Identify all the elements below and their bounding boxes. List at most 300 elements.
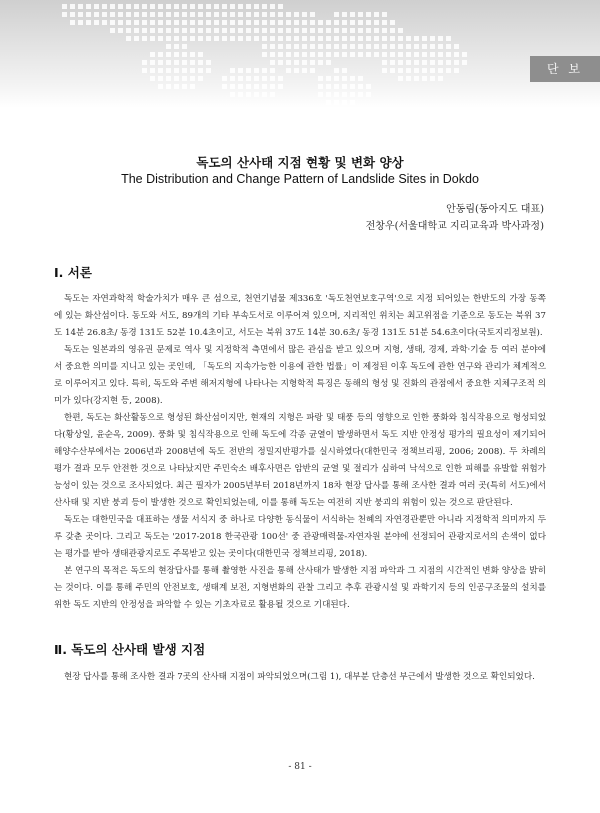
- map-dot: [422, 44, 427, 49]
- map-dot: [158, 36, 163, 41]
- map-dot: [222, 20, 227, 25]
- map-dot: [78, 20, 83, 25]
- map-dot: [238, 76, 243, 81]
- map-dot: [302, 36, 307, 41]
- map-dot: [158, 76, 163, 81]
- map-dot: [278, 44, 283, 49]
- map-dot: [318, 60, 323, 65]
- map-dot: [294, 60, 299, 65]
- map-dot: [286, 12, 291, 17]
- map-dot: [230, 12, 235, 17]
- map-dot: [94, 20, 99, 25]
- map-dot: [358, 84, 363, 89]
- map-dot: [358, 52, 363, 57]
- map-dot: [166, 36, 171, 41]
- map-dot: [310, 28, 315, 33]
- map-dot: [150, 12, 155, 17]
- map-dot: [270, 76, 275, 81]
- map-dot: [422, 52, 427, 57]
- map-dot: [294, 36, 299, 41]
- map-dot: [230, 76, 235, 81]
- map-dot: [174, 12, 179, 17]
- map-dot: [286, 36, 291, 41]
- map-dot: [414, 68, 419, 73]
- map-dot: [270, 92, 275, 97]
- map-dot: [270, 60, 275, 65]
- map-dot: [326, 20, 331, 25]
- map-dot: [438, 68, 443, 73]
- paragraph: 독도는 일본과의 영유권 문제로 역사 및 지정학적 측면에서 많은 관심을 받고 있으며 지형, 생태, 경제, 과학·기술 등 여러 분야에서 중요한 의미를 지니고 있는 곳인데, 「독도의 지속가능한 이용에 관한 법률」이 제정된 이후 독도에 관한 연구와 관리가 체계적으로 이루어지고 있다. 특히, 독도와 주변 해저지형에 나타나는 지형학적 특징은 동해의 형성 및 진화의 관점에서 중요한 지체구조적 의미가 있다(강지현 등, 2008).: [54, 345, 546, 406]
- map-dot: [302, 60, 307, 65]
- section-tag: 단 보: [530, 56, 600, 82]
- map-dot: [414, 60, 419, 65]
- map-dot: [382, 36, 387, 41]
- map-dot: [270, 28, 275, 33]
- map-dot: [398, 44, 403, 49]
- map-dot: [310, 20, 315, 25]
- map-dot: [350, 20, 355, 25]
- map-dot: [350, 52, 355, 57]
- map-dot: [286, 44, 291, 49]
- map-dot: [398, 28, 403, 33]
- map-dot: [222, 12, 227, 17]
- map-dot: [254, 76, 259, 81]
- map-dot: [142, 4, 147, 9]
- map-dot: [174, 20, 179, 25]
- map-dot: [150, 36, 155, 41]
- map-dot: [198, 60, 203, 65]
- map-dot: [182, 12, 187, 17]
- paragraph: 독도는 자연과학적 학술가치가 매우 큰 섬으로, 천연기념물 제336호 '독도천연보호구역'으로 지정 되어있는 한반도의 가장 동쪽에 있는 화산섬이다. 동도와 서도, 89개의 기타 부속도서로 이루어져 있으며, 지리적인 위치는 최고위점을 기준으로 동도는 북위 37도 14분 26.8초/ 동경 131도 52분 10.4초이고, 서도는 북위 37도 14분 30.6초/ 동경 131도 51분 54.6초이다(국토지리정보원).: [54, 294, 546, 338]
- map-dot: [238, 12, 243, 17]
- map-dot: [262, 84, 267, 89]
- map-dot: [342, 68, 347, 73]
- map-dot: [230, 20, 235, 25]
- map-dot: [134, 20, 139, 25]
- map-dot: [246, 20, 251, 25]
- map-dot: [366, 28, 371, 33]
- map-dot: [70, 4, 75, 9]
- map-dot: [334, 20, 339, 25]
- map-dot: [270, 12, 275, 17]
- map-dot: [174, 28, 179, 33]
- map-dot: [206, 4, 211, 9]
- map-dot: [358, 92, 363, 97]
- map-dot: [198, 20, 203, 25]
- map-dot: [318, 44, 323, 49]
- map-dot: [118, 4, 123, 9]
- map-dot: [262, 4, 267, 9]
- map-dot: [246, 76, 251, 81]
- map-dot: [70, 12, 75, 17]
- map-dot: [166, 12, 171, 17]
- map-dot: [238, 84, 243, 89]
- map-dot: [230, 36, 235, 41]
- map-dot: [126, 12, 131, 17]
- map-dot: [182, 76, 187, 81]
- map-dot: [302, 52, 307, 57]
- map-dot: [350, 44, 355, 49]
- map-dot: [118, 28, 123, 33]
- map-dot: [134, 12, 139, 17]
- map-dot: [182, 68, 187, 73]
- map-dot: [358, 36, 363, 41]
- map-dot: [102, 4, 107, 9]
- page-number: - 81 -: [288, 762, 312, 772]
- map-dot: [318, 84, 323, 89]
- map-dot: [422, 76, 427, 81]
- map-dot: [190, 76, 195, 81]
- map-dot: [246, 84, 251, 89]
- map-dot: [430, 76, 435, 81]
- map-dot: [454, 52, 459, 57]
- map-dot: [278, 28, 283, 33]
- map-dot: [406, 44, 411, 49]
- map-dot: [350, 92, 355, 97]
- map-dot: [142, 68, 147, 73]
- map-dot: [262, 12, 267, 17]
- map-dot: [238, 28, 243, 33]
- map-dot: [430, 68, 435, 73]
- map-dot: [318, 28, 323, 33]
- map-dot: [278, 84, 283, 89]
- map-dot: [94, 12, 99, 17]
- map-dot: [454, 44, 459, 49]
- map-dot: [102, 20, 107, 25]
- map-dot: [350, 100, 355, 105]
- map-dot: [262, 76, 267, 81]
- author-1: 안동림(동아지도 대표): [446, 204, 544, 215]
- map-dot: [174, 36, 179, 41]
- map-dot: [126, 20, 131, 25]
- map-dot: [190, 28, 195, 33]
- map-dot: [350, 36, 355, 41]
- map-dot: [374, 36, 379, 41]
- map-dot: [294, 12, 299, 17]
- map-dot: [358, 12, 363, 17]
- map-dot: [446, 44, 451, 49]
- map-dot: [150, 68, 155, 73]
- map-dot: [390, 52, 395, 57]
- map-dot: [254, 68, 259, 73]
- map-dot: [318, 52, 323, 57]
- map-dot: [158, 60, 163, 65]
- map-dot: [286, 68, 291, 73]
- map-dot: [318, 20, 323, 25]
- map-dot: [334, 68, 339, 73]
- map-dot: [254, 20, 259, 25]
- map-dot: [302, 12, 307, 17]
- map-dot: [350, 76, 355, 81]
- map-dot: [438, 44, 443, 49]
- map-dot: [262, 44, 267, 49]
- map-dot: [182, 28, 187, 33]
- map-dot: [206, 12, 211, 17]
- map-dot: [294, 52, 299, 57]
- map-dot: [86, 12, 91, 17]
- map-dot: [134, 4, 139, 9]
- map-dot: [342, 92, 347, 97]
- map-dot: [166, 28, 171, 33]
- map-dot: [190, 68, 195, 73]
- map-dot: [390, 28, 395, 33]
- map-dot: [206, 28, 211, 33]
- section-heading-landslide-sites: Ⅱ. 독도의 산사태 발생 지점: [54, 642, 206, 657]
- map-dot: [222, 4, 227, 9]
- map-dot: [174, 84, 179, 89]
- map-dot: [406, 36, 411, 41]
- map-dot: [366, 92, 371, 97]
- map-dot: [430, 52, 435, 57]
- map-dot: [406, 76, 411, 81]
- map-dot: [366, 36, 371, 41]
- map-dot: [446, 68, 451, 73]
- map-dot: [134, 28, 139, 33]
- map-dot: [238, 20, 243, 25]
- map-dot: [166, 20, 171, 25]
- map-dot: [214, 36, 219, 41]
- map-dot: [326, 52, 331, 57]
- map-dot: [198, 68, 203, 73]
- map-dot: [366, 44, 371, 49]
- map-dot: [150, 60, 155, 65]
- map-dot: [270, 68, 275, 73]
- map-dot: [110, 12, 115, 17]
- map-dot: [230, 92, 235, 97]
- map-dot: [390, 60, 395, 65]
- title-korean: 독도의 산사태 지점 현황 및 변화 양상: [196, 155, 404, 170]
- map-dot: [310, 60, 315, 65]
- map-dot: [342, 44, 347, 49]
- map-dot: [326, 36, 331, 41]
- map-dot: [262, 36, 267, 41]
- map-dot: [382, 52, 387, 57]
- map-dot: [110, 28, 115, 33]
- map-dot: [326, 100, 331, 105]
- map-dot: [238, 4, 243, 9]
- map-dot: [318, 92, 323, 97]
- map-dot: [446, 60, 451, 65]
- map-dot: [190, 12, 195, 17]
- map-dot: [142, 28, 147, 33]
- map-dot: [342, 52, 347, 57]
- map-dot: [334, 92, 339, 97]
- map-dot: [150, 52, 155, 57]
- map-dot: [278, 52, 283, 57]
- map-dot: [430, 36, 435, 41]
- map-dot: [118, 20, 123, 25]
- map-dot: [422, 60, 427, 65]
- map-dot: [174, 68, 179, 73]
- map-dot: [158, 4, 163, 9]
- map-dot: [206, 36, 211, 41]
- map-dot: [406, 52, 411, 57]
- map-dot: [254, 4, 259, 9]
- map-dot: [134, 36, 139, 41]
- map-dot: [350, 12, 355, 17]
- map-dot: [198, 76, 203, 81]
- map-dot: [342, 100, 347, 105]
- map-dot: [302, 28, 307, 33]
- map-dot: [286, 20, 291, 25]
- map-dot: [286, 52, 291, 57]
- map-dot: [190, 52, 195, 57]
- map-dot: [238, 36, 243, 41]
- map-dot: [438, 76, 443, 81]
- map-dot: [86, 20, 91, 25]
- map-dot: [198, 52, 203, 57]
- title-english: The Distribution and Change Pattern of Landslide Sites in Dokdo: [121, 172, 479, 186]
- map-dot: [398, 76, 403, 81]
- map-dot: [326, 44, 331, 49]
- map-dot: [406, 60, 411, 65]
- map-dot: [158, 52, 163, 57]
- map-dot: [214, 4, 219, 9]
- map-dot: [270, 44, 275, 49]
- map-dot: [278, 12, 283, 17]
- map-dot: [318, 36, 323, 41]
- map-dot: [294, 44, 299, 49]
- map-dot: [358, 76, 363, 81]
- map-dot: [358, 28, 363, 33]
- map-dot: [286, 28, 291, 33]
- map-dot: [454, 60, 459, 65]
- map-dot: [270, 4, 275, 9]
- map-dot: [214, 28, 219, 33]
- map-dot: [382, 12, 387, 17]
- map-dot: [326, 60, 331, 65]
- map-dot: [182, 52, 187, 57]
- map-dot: [310, 44, 315, 49]
- decorative-dot-map: [0, 0, 600, 108]
- map-dot: [406, 68, 411, 73]
- map-dot: [254, 92, 259, 97]
- map-dot: [174, 60, 179, 65]
- map-dot: [222, 36, 227, 41]
- map-dot: [190, 20, 195, 25]
- map-dot: [398, 52, 403, 57]
- map-dot: [270, 52, 275, 57]
- map-dot: [414, 36, 419, 41]
- map-dot: [182, 60, 187, 65]
- map-dot: [342, 76, 347, 81]
- map-dot: [302, 68, 307, 73]
- map-dot: [158, 28, 163, 33]
- map-dot: [198, 4, 203, 9]
- map-dot: [342, 84, 347, 89]
- map-dot: [142, 36, 147, 41]
- map-dot: [334, 12, 339, 17]
- map-dot: [78, 12, 83, 17]
- map-dot: [206, 20, 211, 25]
- map-dot: [350, 28, 355, 33]
- map-dot: [414, 76, 419, 81]
- map-dot: [190, 60, 195, 65]
- map-dot: [190, 84, 195, 89]
- map-dot: [198, 28, 203, 33]
- map-dot: [222, 84, 227, 89]
- map-dot: [374, 28, 379, 33]
- map-dot: [190, 4, 195, 9]
- map-dot: [366, 20, 371, 25]
- map-dot: [166, 68, 171, 73]
- map-dot: [254, 84, 259, 89]
- map-dot: [342, 20, 347, 25]
- map-dot: [174, 44, 179, 49]
- map-dot: [278, 60, 283, 65]
- map-dot: [382, 60, 387, 65]
- map-dot: [230, 4, 235, 9]
- map-dot: [326, 92, 331, 97]
- map-dot: [342, 36, 347, 41]
- map-dot: [398, 60, 403, 65]
- map-dot: [390, 36, 395, 41]
- map-dot: [278, 20, 283, 25]
- map-dot: [382, 44, 387, 49]
- map-dot: [342, 28, 347, 33]
- map-dot: [174, 76, 179, 81]
- map-dot: [318, 76, 323, 81]
- map-dot: [238, 92, 243, 97]
- map-dot: [358, 44, 363, 49]
- map-dot: [326, 84, 331, 89]
- map-dot: [454, 68, 459, 73]
- section-heading-introduction: Ⅰ. 서론: [54, 265, 92, 280]
- map-dot: [70, 20, 75, 25]
- map-dot: [230, 68, 235, 73]
- map-dot: [334, 76, 339, 81]
- map-dot: [166, 76, 171, 81]
- map-dot: [374, 44, 379, 49]
- map-dot: [278, 4, 283, 9]
- map-dot: [310, 36, 315, 41]
- map-dot: [110, 20, 115, 25]
- map-dot: [414, 44, 419, 49]
- map-dot: [62, 12, 67, 17]
- map-dot: [150, 4, 155, 9]
- map-dot: [254, 12, 259, 17]
- paragraph: 한편, 독도는 화산활동으로 형성된 화산섬이지만, 현재의 지형은 파랑 및 태풍 등의 영향으로 인한 풍화와 침식작용으로 형성되었다(황상일, 윤순옥, 2009). 풍화 및 침식작용으로 인해 독도에 각종 균열이 발생하면서 독도 지반 안정성 평가의 필요성이 제기되어 해양수산부에서는 2006년과 2008년에 독도 전반의 정밀지반평가를 실시하였다(대한민국 정책브리핑, 2006; 2008). 두 차례의 평가 결과 모두 안전한 것으로 나타났지만 주민숙소 배후사면은 암반의 균열 및 절리가 심하여 낙석으로 인한 피해를 유발할 위험가능성이 있는 것으로 조사되었다. 최근 필자가 2005년부터 2018년까지 18차 현장 답사를 통해 조사한 결과 여러 곳(특히 서도)에서 산사태 및 지반 붕괴 등이 발생한 것으로 확인되었는데, 이를 통해 독도는 여전히 지반 붕괴의 위험이 있는 것으로 판단된다.: [54, 413, 546, 508]
- map-dot: [246, 68, 251, 73]
- map-dot: [278, 36, 283, 41]
- map-dot: [270, 36, 275, 41]
- map-dot: [286, 60, 291, 65]
- map-dot: [158, 20, 163, 25]
- map-dot: [414, 52, 419, 57]
- map-dot: [254, 36, 259, 41]
- map-dot: [166, 60, 171, 65]
- map-dot: [126, 28, 131, 33]
- map-dot: [366, 52, 371, 57]
- paragraph: 본 연구의 목적은 독도의 현장답사를 통해 촬영한 사진을 통해 산사태가 발생한 지점 파악과 그 지점의 시간적인 변화 양상을 밝히는 것이다. 이를 통해 주민의 안전보호, 생태계 보전, 지형변화의 관찰 그리고 추후 관광시설 및 과학기지 등의 인공구조물의 설치를 위한 독도 지반의 안정성을 파악할 수 있는 기초자료로 활용될 것으로 기대된다.: [54, 566, 546, 610]
- map-dot: [254, 28, 259, 33]
- map-dot: [182, 4, 187, 9]
- map-dot: [350, 84, 355, 89]
- map-dot: [270, 20, 275, 25]
- map-dot: [438, 52, 443, 57]
- map-dot: [262, 52, 267, 57]
- map-dot: [446, 36, 451, 41]
- map-dot: [206, 60, 211, 65]
- map-dot: [150, 28, 155, 33]
- map-dot: [174, 4, 179, 9]
- map-dot: [126, 4, 131, 9]
- map-dot: [294, 68, 299, 73]
- map-dot: [278, 76, 283, 81]
- map-dot: [166, 4, 171, 9]
- map-dot: [390, 20, 395, 25]
- map-dot: [262, 92, 267, 97]
